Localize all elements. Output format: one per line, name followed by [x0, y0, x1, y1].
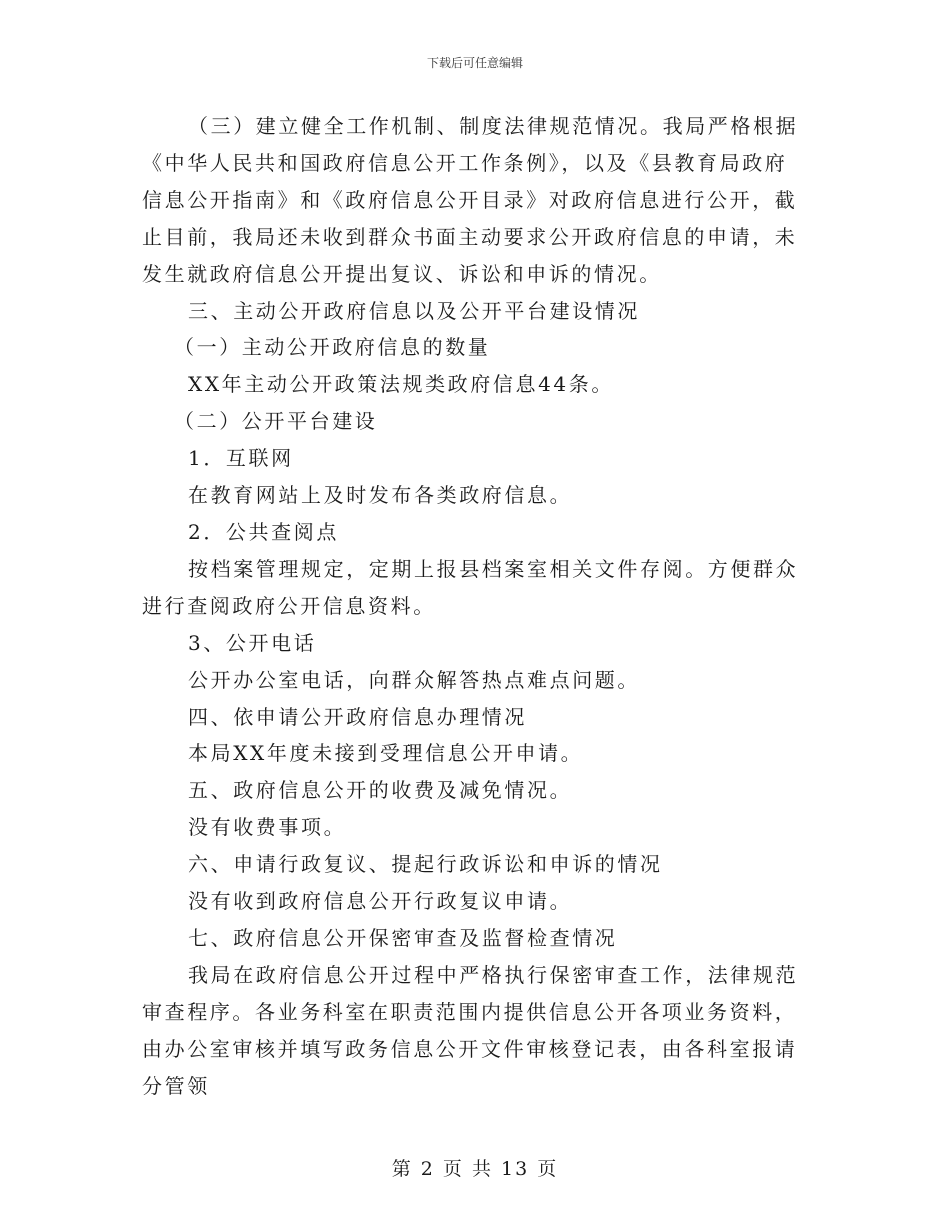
page-header-note: 下载后可任意编辑: [426, 56, 523, 70]
item-internet: 1．互联网: [188, 446, 294, 471]
subheading-quantity: （一）主动公开政府信息的数量: [174, 335, 491, 360]
item-public-phone: 3、公开电话: [188, 630, 317, 655]
page-number-label: 第 2 页 共 13 页: [391, 1158, 559, 1180]
heading-section-6: 六、申请行政复议、提起行政诉讼和申诉的情况: [188, 852, 663, 877]
subheading-platform: （二）公开平台建设: [174, 409, 378, 434]
document-body: [142, 108, 808, 1104]
paragraph-quantity: XX年主动公开政策法规类政府信息44条。: [188, 372, 614, 397]
paragraph-section-6: 没有收到政府信息公开行政复议申请。: [188, 889, 573, 914]
paragraph-internet: 在教育网站上及时发布各类政府信息。: [188, 483, 573, 508]
item-public-reading: 2．公共查阅点: [188, 519, 339, 544]
paragraph-public-reading: 按档案管理规定，定期上报县档案室相关文件存阅。方便群众进行查阅政府公开信息资料。: [142, 556, 799, 618]
heading-section-7: 七、政府信息公开保密审查及监督检查情况: [188, 925, 618, 950]
heading-section-3: 三、主动公开政府信息以及公开平台建设情况: [188, 298, 640, 323]
paragraph-section-7: 我局在政府信息公开过程中严格执行保密审查工作，法律规范审查程序。各业务科室在职责范围内提供信息公开各项业务资料，由办公室审核并填写政务信息公开文件审核登记表，由各科室报请分管领: [142, 962, 799, 1098]
heading-section-4: 四、依申请公开政府信息办理情况: [188, 704, 527, 729]
paragraph-public-phone: 公开办公室电话，向群众解答热点难点问题。: [188, 667, 640, 692]
heading-section-5: 五、政府信息公开的收费及减免情况。: [188, 778, 573, 803]
paragraph-mechanism: （三）建立健全工作机制、制度法律规范情况。我局严格根据《中华人民共和国政府信息公开工作条例》，以及《县教育局政府信息公开指南》和《政府信息公开目录》对政府信息进行公开，截止目前，我局还未收到群众书面主动要求公开政府信息的申请，未发生就政府信息公开提出复议、诉讼和申诉的情况。: [142, 114, 799, 286]
paragraph-section-4: 本局XX年度未接到受理信息公开申请。: [188, 741, 584, 766]
paragraph-section-5: 没有收费事项。: [188, 815, 347, 840]
page-number-footer: [0, 1154, 950, 1181]
